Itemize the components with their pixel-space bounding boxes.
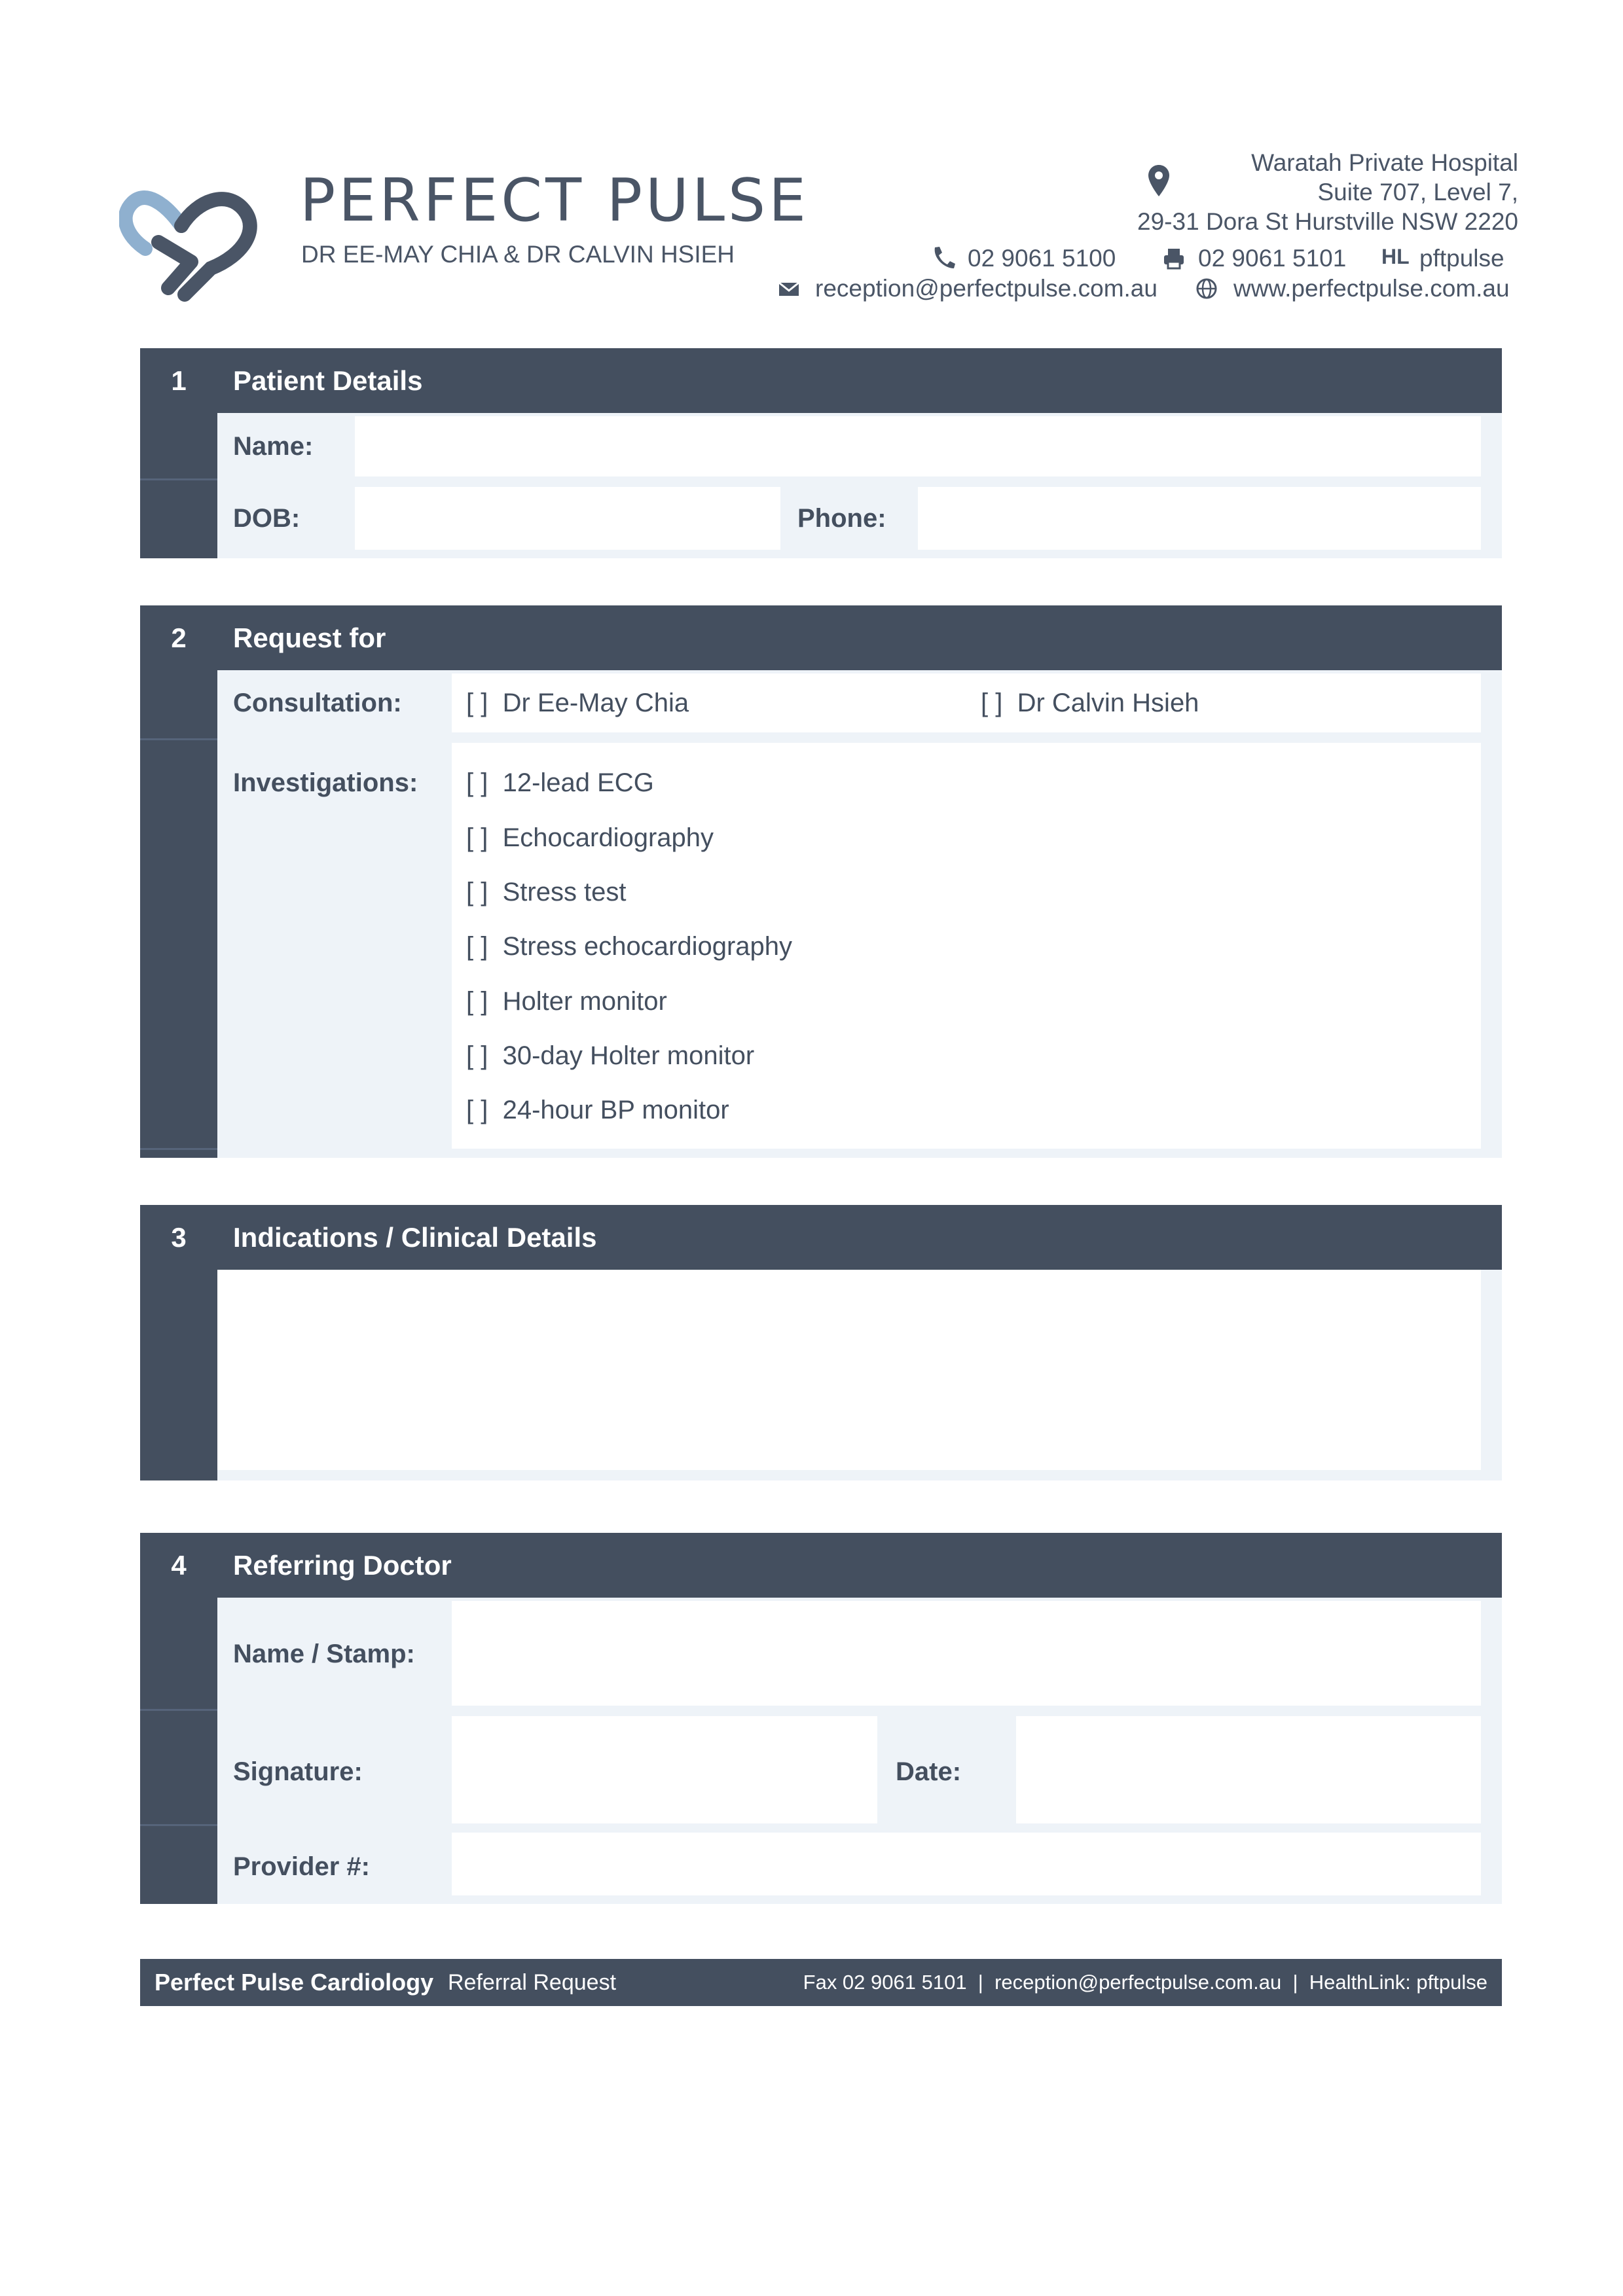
address-line-1: Waratah Private Hospital bbox=[1251, 149, 1518, 176]
investigation-label: 24-hour BP monitor bbox=[502, 1096, 729, 1124]
checkbox-brackets: [ ] bbox=[466, 878, 488, 906]
investigation-item[interactable] bbox=[466, 933, 792, 960]
patient-dob-label: DOB: bbox=[233, 504, 301, 533]
investigation-label: Echocardiography bbox=[502, 823, 714, 852]
section-title: Referring Doctor bbox=[233, 1550, 452, 1581]
consultation-option-hsieh: Dr Calvin Hsieh bbox=[1017, 689, 1199, 717]
footer-doc-type: Referral Request bbox=[448, 1970, 617, 1995]
investigation-label: 12-lead ECG bbox=[502, 768, 654, 797]
checkbox-brackets: [ ] bbox=[466, 932, 488, 961]
provider-number-label: Provider #: bbox=[233, 1852, 370, 1881]
website: www.perfectpulse.com.au bbox=[1233, 275, 1510, 302]
section-2-header bbox=[140, 605, 1502, 670]
section-3-strip bbox=[140, 1270, 217, 1480]
referrer-name-stamp-label: Name / Stamp: bbox=[233, 1640, 415, 1668]
investigation-item[interactable] bbox=[466, 1097, 729, 1123]
section-3-header bbox=[140, 1205, 1502, 1270]
patient-name-field[interactable] bbox=[355, 416, 1481, 476]
heart-logo-icon bbox=[119, 164, 270, 308]
address-line-3: 29-31 Dora St Hurstville NSW 2220 bbox=[1137, 208, 1518, 235]
investigation-label: 30-day Holter monitor bbox=[502, 1041, 755, 1070]
consultation-option-chia: Dr Ee-May Chia bbox=[502, 689, 689, 717]
referrer-name-stamp-field[interactable] bbox=[452, 1601, 1481, 1706]
section-2-strip bbox=[140, 670, 217, 1158]
date-field[interactable] bbox=[1016, 1716, 1481, 1823]
investigation-item[interactable] bbox=[466, 879, 627, 905]
investigations-label: Investigations: bbox=[233, 768, 418, 797]
checkbox-brackets: [ ] bbox=[981, 689, 1003, 717]
consultation-checkbox-chia[interactable] bbox=[466, 690, 689, 716]
investigation-item[interactable] bbox=[466, 770, 654, 796]
section-1-header bbox=[140, 348, 1502, 413]
investigation-label: Stress echocardiography bbox=[502, 932, 793, 961]
phone-icon bbox=[931, 245, 956, 270]
footer-bar bbox=[140, 1959, 1502, 2006]
footer-contact: Fax 02 9061 5101 | reception@perfectpulse.com.au | HealthLink: pftpulse bbox=[803, 1971, 1487, 1994]
investigation-item[interactable] bbox=[466, 825, 714, 851]
checkbox-brackets: [ ] bbox=[466, 1096, 488, 1124]
section-number: 2 bbox=[171, 622, 187, 653]
section-1-strip bbox=[140, 413, 217, 558]
patient-name-label: Name: bbox=[233, 432, 314, 461]
signature-field[interactable] bbox=[452, 1716, 877, 1823]
patient-dob-field[interactable] bbox=[355, 487, 780, 550]
investigation-item[interactable] bbox=[466, 988, 667, 1014]
section-4-header bbox=[140, 1533, 1502, 1598]
address-line-2: Suite 707, Level 7, bbox=[1317, 179, 1518, 206]
email-address: reception@perfectpulse.com.au bbox=[815, 275, 1158, 302]
location-pin-icon bbox=[1147, 164, 1171, 198]
consultation-checkbox-hsieh[interactable] bbox=[981, 690, 1199, 716]
section-title: Indications / Clinical Details bbox=[233, 1222, 597, 1253]
brand-title: PERFECT PULSE bbox=[300, 166, 810, 235]
checkbox-brackets: [ ] bbox=[466, 1041, 488, 1070]
section-number: 3 bbox=[171, 1222, 187, 1253]
date-label: Date: bbox=[896, 1757, 962, 1786]
doctors-subtitle: DR EE-MAY CHIA & DR CALVIN HSIEH bbox=[301, 241, 735, 268]
fax-number: 02 9061 5101 bbox=[1198, 245, 1347, 272]
section-title: Request for bbox=[233, 622, 386, 653]
provider-number-field[interactable] bbox=[452, 1833, 1481, 1895]
section-number: 4 bbox=[171, 1550, 187, 1581]
healthlink-id: pftpulse bbox=[1419, 245, 1504, 272]
section-number: 1 bbox=[171, 365, 187, 396]
investigation-label: Stress test bbox=[502, 878, 627, 906]
email-icon bbox=[778, 281, 800, 297]
healthlink-icon: HL bbox=[1381, 245, 1410, 268]
phone-number: 02 9061 5100 bbox=[968, 245, 1116, 272]
patient-phone-field[interactable] bbox=[918, 487, 1481, 550]
fax-icon bbox=[1163, 247, 1185, 270]
investigation-item[interactable] bbox=[466, 1043, 754, 1069]
checkbox-brackets: [ ] bbox=[466, 823, 488, 852]
patient-phone-label: Phone: bbox=[797, 504, 886, 533]
signature-label: Signature: bbox=[233, 1757, 363, 1786]
globe-icon bbox=[1195, 278, 1218, 300]
clinical-details-field[interactable] bbox=[217, 1270, 1481, 1470]
checkbox-brackets: [ ] bbox=[466, 768, 488, 797]
checkbox-brackets: [ ] bbox=[466, 987, 488, 1016]
investigation-label: Holter monitor bbox=[502, 987, 667, 1016]
consultation-label: Consultation: bbox=[233, 689, 402, 717]
section-title: Patient Details bbox=[233, 365, 423, 396]
checkbox-brackets: [ ] bbox=[466, 689, 488, 717]
section-4-strip bbox=[140, 1598, 217, 1904]
footer-brand: Perfect Pulse Cardiology bbox=[155, 1969, 434, 1996]
